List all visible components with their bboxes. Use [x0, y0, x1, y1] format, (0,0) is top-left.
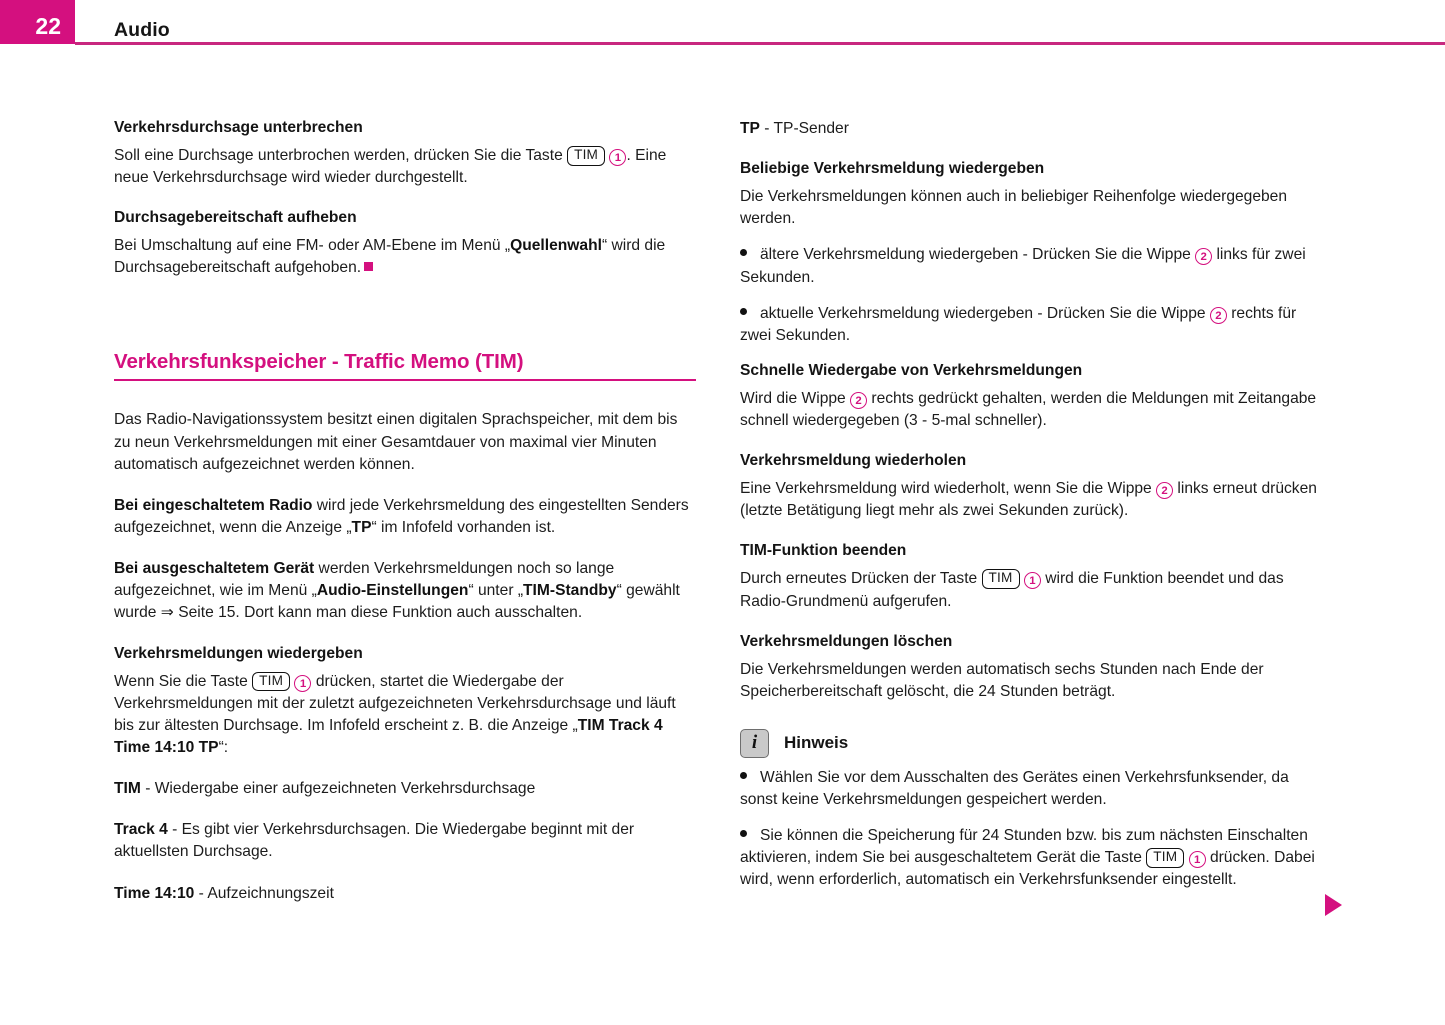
bullet-text-after: rechts für zwei Sekunden.	[740, 304, 1297, 344]
text-part-3: “ gewählt wurde ⇒ Seite 15. Dort kann man diese Funktion auch ausschalten.	[114, 582, 680, 622]
text-part-1: Wird die Wippe	[740, 389, 851, 407]
bold-tim-standby: TIM-Standby	[523, 582, 617, 600]
section-header-group	[114, 350, 696, 381]
list-item	[740, 244, 1322, 288]
definition-tim	[114, 778, 696, 800]
text-part-1: wird jede Verkehrsmeldung des eingestellten Senders aufgezeichnet, wenn die Anzeige „	[114, 496, 689, 537]
text-part-2: “ im Infofeld vorhanden ist.	[371, 519, 556, 537]
text-before-key: Soll eine Durchsage unterbrochen werden, drücken Sie die Taste	[114, 146, 568, 164]
paragraph-play-messages	[114, 671, 696, 760]
note-header	[740, 729, 1322, 758]
page-header	[0, 0, 1445, 46]
bold-display-example: TIM Track 4 Time 14:10 TP	[114, 716, 663, 756]
bold-radio-on: Bei eingeschaltetem Radio	[114, 496, 313, 514]
desc-time: - Aufzeichnungszeit	[194, 884, 334, 902]
right-column	[740, 118, 1322, 906]
bold-tp: TP	[351, 519, 372, 537]
heading-interrupt-announcement: Verkehrsdurchsage unterbrechen	[114, 119, 363, 136]
desc-track: - Es gibt vier Verkehrsdurchsagen. Die Wiedergabe beginnt mit der aktuellsten Durchsage.	[114, 821, 635, 861]
bold-audio-settings: Audio-Einstellungen	[316, 582, 469, 600]
paragraph-radio-on	[114, 495, 696, 539]
text-part-2: rechts gedrückt gehalten, werden die Meldungen mit Zeitangabe schnell wiedergegeben (3 - 5-mal schneller).	[740, 389, 1317, 430]
text-part-1: Wenn Sie die Taste	[114, 672, 253, 690]
paragraph-device-off	[114, 558, 696, 624]
list-item	[740, 303, 1322, 347]
bullet-text-before: aktuelle Verkehrsmeldung wiedergeben - Drücken Sie die Wippe	[760, 304, 1210, 322]
list-item	[740, 767, 1322, 811]
callout-1-icon: 1	[1189, 851, 1206, 868]
paragraph-any-message: Die Verkehrsmeldungen können auch in beliebiger Reihenfolge wiedergegeben werden.	[740, 188, 1288, 228]
text-part-2: links erneut drücken (letzte Betätigung liegt mehr als zwei Sekunden zurück).	[740, 480, 1317, 520]
heading-any-message: Beliebige Verkehrsmeldung wiedergeben	[740, 160, 1045, 178]
note-bullet-2-text-part-1: Sie können die Speicherung für 24 Stunden bzw. bis zum nächsten Einschalten aktivieren, indem Sie bei ausgeschaltetem Gerät die Taste	[740, 827, 1308, 867]
callout-2-icon: 2	[850, 392, 867, 409]
key-tim-button: TIM	[252, 672, 290, 692]
list-item	[740, 825, 1322, 891]
callout-2-icon: 2	[1195, 248, 1212, 265]
text-part-1: Bei Umschaltung auf eine FM- oder AM-Ebene im Menü „	[114, 237, 511, 255]
heading-repeat-message: Verkehrsmeldung wiederholen	[740, 452, 967, 470]
bold-device-off: Bei ausgeschaltetem Gerät	[114, 560, 315, 578]
text-part-3: “:	[218, 738, 229, 756]
paragraph-cancel-standby	[114, 235, 696, 279]
bold-quellenwahl: Quellenwahl	[510, 237, 602, 255]
key-tim-button: TIM	[1146, 848, 1184, 868]
page-title: Audio	[114, 19, 170, 41]
text-part-1: werden Verkehrsmeldungen noch so lange aufgezeichnet, wie im Menü „	[114, 560, 615, 600]
term-track: Track 4	[114, 821, 168, 839]
definition-track	[114, 819, 696, 863]
continuation-arrow-icon	[1325, 894, 1342, 916]
desc-tp: - TP-Sender	[759, 120, 849, 137]
note-title: Hinweis	[784, 733, 849, 753]
paragraph-intro: Das Radio-Navigationssystem besitzt einen digitalen Sprachspeicher, mit dem bis zu neun Verkehrsmeldungen mit einer Gesamtdauer von maximal vier Minuten automatisch aufgezeichnet werden können.	[114, 411, 678, 473]
definition-time	[114, 883, 696, 905]
bullet-dot-icon	[740, 249, 747, 256]
term-time: Time 14:10	[114, 884, 195, 902]
left-column	[114, 118, 696, 924]
section-spacer	[114, 298, 696, 350]
end-of-section-marker	[364, 262, 373, 271]
desc-tim: - Wiedergabe einer aufgezeichneten Verkehrsdurchsage	[140, 780, 536, 798]
callout-1-icon: 1	[1024, 572, 1041, 589]
page-number: 22	[35, 13, 61, 39]
bullet-dot-icon	[740, 308, 747, 315]
bullet-text-before: ältere Verkehrsmeldung wiedergeben - Drücken Sie die Wippe	[760, 246, 1196, 264]
text-after-key: . Eine neue Verkehrsdurchsage wird wieder durchgestellt.	[114, 146, 667, 187]
callout-1-icon: 1	[294, 675, 311, 692]
paragraph-end-tim	[740, 568, 1322, 612]
key-tim-button: TIM	[567, 146, 605, 166]
term-tim: TIM	[114, 780, 141, 798]
callout-2-icon: 2	[1210, 307, 1227, 324]
paragraph-delete-messages: Die Verkehrsmeldungen werden automatisch sechs Stunden nach Ende der Speicherbereitschaft gelöscht, die 24 Stunden beträgt.	[740, 660, 1264, 700]
text-part-2: drücken, startet die Wiedergabe der Verkehrsmeldungen mit der zuletzt aufgezeichneten Verkehrsdurchsage und läuft bis zur ältesten Durchsage. Im Infofeld erscheint z. B. die Anzeige „	[114, 672, 676, 734]
heading-end-tim: TIM-Funktion beenden	[740, 542, 907, 560]
definition-tp	[740, 118, 1322, 140]
heading-cancel-standby: Durchsagebereitschaft aufheben	[114, 209, 357, 227]
note-block	[740, 729, 1322, 892]
paragraph-interrupt-announcement	[114, 145, 696, 189]
header-rule	[75, 42, 1445, 45]
bullet-text-after: links für zwei Sekunden.	[740, 246, 1306, 286]
callout-2-icon: 2	[1156, 482, 1173, 499]
bullet-dot-icon	[740, 830, 747, 837]
bullet-dot-icon	[740, 772, 747, 779]
callout-1-icon: 1	[609, 149, 626, 166]
info-icon: i	[740, 729, 769, 758]
heading-fast-playback: Schnelle Wiedergabe von Verkehrsmeldungen	[740, 361, 1083, 379]
key-tim-button: TIM	[982, 569, 1020, 589]
heading-play-messages: Verkehrsmeldungen wiedergeben	[114, 644, 363, 662]
term-tp: TP	[740, 120, 760, 137]
text-part-1: Durch erneutes Drücken der Taste	[740, 570, 982, 588]
note-bullet-1-text: Wählen Sie vor dem Ausschalten des Gerätes einen Verkehrsfunksender, da sonst keine Verkehrsmeldungen gespeichert werden.	[740, 768, 1289, 809]
paragraph-repeat-message	[740, 478, 1322, 522]
heading-delete-messages: Verkehrsmeldungen löschen	[740, 632, 953, 650]
text-part-2: wird die Funktion beendet und das Radio-Grundmenü aufgerufen.	[740, 570, 1284, 610]
text-part-2: “ unter „	[468, 582, 524, 600]
note-bullet-2-text-part-2: drücken. Dabei wird, wenn erforderlich, automatisch ein Verkehrsfunksender eingestellt.	[740, 849, 1315, 889]
paragraph-fast-playback	[740, 388, 1322, 432]
section-heading-traffic-memo: Verkehrsfunkspeicher - Traffic Memo (TIM)	[114, 350, 524, 374]
text-part-1: Eine Verkehrsmeldung wird wiederholt, wenn Sie die Wippe	[740, 480, 1157, 498]
text-part-2: “ wird die Durchsagebereitschaft aufgehoben.	[114, 237, 666, 277]
